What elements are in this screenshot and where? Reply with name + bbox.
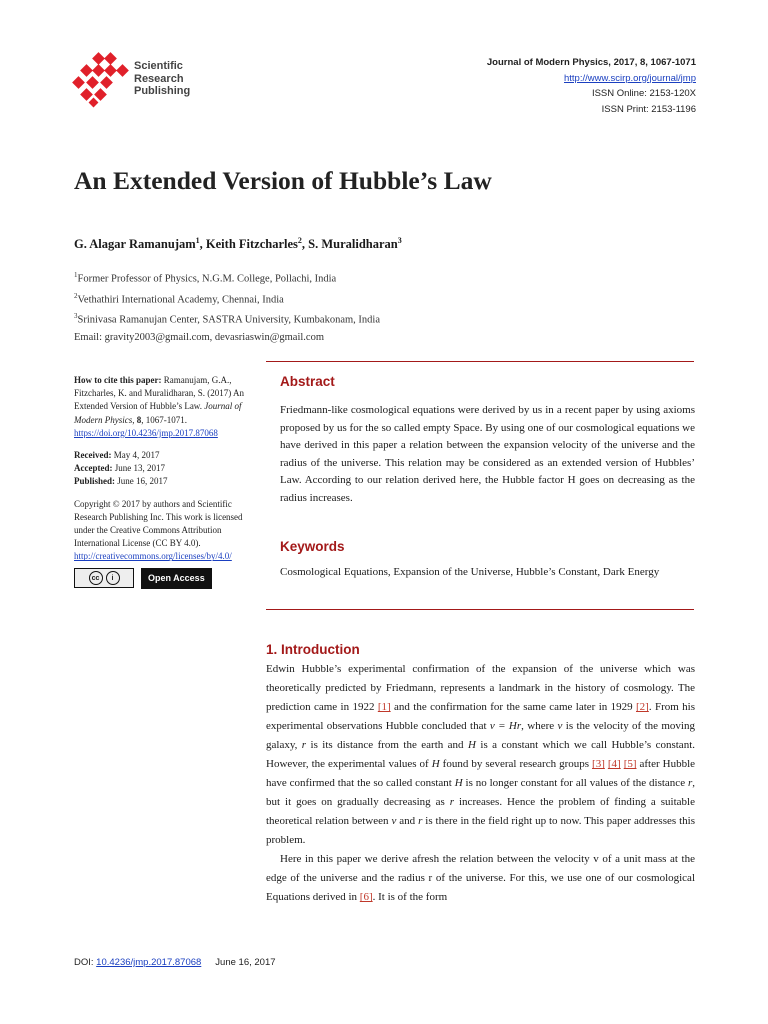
intro-heading: 1. Introduction bbox=[266, 642, 360, 657]
doi-link[interactable]: 10.4236/jmp.2017.87068 bbox=[96, 957, 202, 968]
accepted-label: Accepted: bbox=[74, 463, 113, 474]
logo-line: Scientific bbox=[134, 60, 183, 72]
equation-inline: v = Hr bbox=[489, 720, 522, 732]
affiliation-number: 2 bbox=[74, 291, 78, 300]
cite-text: Ramanujam, G.A., Fitzcharles, K. and Muralidharan, S. (2017) An Extended Version of Hubble’s Law. bbox=[74, 375, 244, 412]
author-affiliation-mark: 1 bbox=[195, 236, 200, 245]
citation-ref[interactable]: [1] bbox=[377, 701, 391, 713]
logo-line: Research bbox=[134, 72, 184, 85]
affiliation-text: Former Professor of Physics, N.G.M. College, Pollachi, India bbox=[77, 273, 337, 285]
published-date: June 16, 2017 bbox=[117, 476, 168, 487]
affiliation-number: 1 bbox=[74, 271, 78, 279]
keywords-heading: Keywords bbox=[280, 539, 345, 554]
citation-ref[interactable]: [6] bbox=[359, 891, 373, 903]
cite-journal: Journal of Modern Physics bbox=[74, 401, 242, 425]
issn-print: ISSN Print: 2153-1196 bbox=[601, 103, 696, 115]
page-footer bbox=[74, 957, 276, 968]
copyright-notice bbox=[74, 498, 264, 564]
intro-body bbox=[266, 660, 695, 907]
citation-ref[interactable]: [5] bbox=[623, 758, 637, 770]
journal-url-link[interactable]: http://www.scirp.org/journal/jmp bbox=[564, 72, 696, 84]
author-name: Keith Fitzcharles bbox=[205, 237, 298, 252]
affiliation-number: 3 bbox=[74, 312, 78, 320]
license-badges bbox=[74, 568, 264, 589]
affiliations bbox=[74, 267, 380, 346]
affiliation-item bbox=[74, 308, 380, 329]
logo-mark-icon bbox=[72, 52, 130, 108]
author-name: S. Muralidharan bbox=[308, 237, 398, 252]
affiliation-text: Srinivasa Ramanujan Center, SASTRA University, Kumbakonam, India bbox=[77, 314, 380, 326]
affiliation-text: Vethathiri International Academy, Chennai, India bbox=[77, 294, 284, 305]
author-separator: , bbox=[301, 237, 309, 252]
cite-volume: 8 bbox=[136, 414, 142, 425]
section-divider bbox=[266, 609, 694, 610]
publisher-logo bbox=[72, 52, 212, 108]
copyright-text: Copyright © 2017 by authors and Scientific Research Publishing Inc. This work is licensed under the Creative Commons Attribution International License (CC BY 4.0). bbox=[74, 498, 243, 549]
intro-paragraph: Here in this paper we derive afresh the relation between the velocity v of a unit mass at the edge of the universe and the radius r of the universe. For this, we use one of our cosmological Equations derived in [6]. It is of the form bbox=[266, 853, 695, 903]
cc-by-badge-icon[interactable]: cc i bbox=[74, 568, 134, 588]
open-access-badge: Open Access bbox=[141, 568, 212, 589]
doi-label: DOI: bbox=[74, 957, 97, 968]
author-list bbox=[74, 236, 402, 252]
journal-info bbox=[487, 55, 696, 117]
how-to-cite: How to cite this paper: Ramanujam, G.A., Fitzcharles, K. and Muralidharan, S. (2017) An Extended Version of Hubble’s Law. Journal of Modern Physics, 8, 1067-1071. https://doi.org/10.4236/jmp.2017.87068 bbox=[74, 375, 244, 438]
author-affiliation-mark: 3 bbox=[397, 236, 402, 245]
received-date: May 4, 2017 bbox=[113, 450, 160, 461]
logo-text bbox=[134, 60, 190, 98]
paper-title: An Extended Version of Hubble’s Law bbox=[74, 166, 492, 195]
received-label: Received: bbox=[74, 450, 112, 461]
logo-line: Publishing bbox=[134, 85, 191, 97]
published-label: Published: bbox=[74, 476, 116, 487]
email-line: Email: gravity2003@gmail.com, devasriaswin@gmail.com bbox=[74, 331, 324, 343]
article-sidebar bbox=[74, 374, 264, 589]
affiliation-item bbox=[74, 288, 380, 309]
author-affiliation-mark: 2 bbox=[297, 236, 302, 245]
issn-online: ISSN Online: 2153-120X bbox=[591, 88, 696, 99]
cite-pages: , 1067-1071. bbox=[141, 414, 187, 425]
intro-paragraph: Edwin Hubble’s experimental confirmation of the expansion of the universe which was theoretically predicted by Friedmann, represents a landmark in the history of cosmology. The prediction came in 1922 [1] and the confirmation for the same came later in 1929 [2]. From his experimental observations Hubble concluded that v = Hr, where v is the velocity of the moving galaxy, r is its distance from the earth and H is a constant which we call Hubble’s constant. However, the experimental values of H found by several research groups [3] [4] [5] after Hubble have confirmed that the so called constant H is no longer constant for all values of the distance r, but it goes on gradually decreasing as r increases. Hence the problem of finding a suitable theoretical relation between v and r is there in the field right up to now. This paper addresses this problem. bbox=[266, 663, 696, 846]
abstract-heading: Abstract bbox=[280, 374, 335, 389]
license-link[interactable]: http://creativecommons.org/licenses/by/4.0/ bbox=[74, 551, 232, 562]
cite-label: How to cite this paper: bbox=[74, 375, 162, 385]
affiliation-item bbox=[74, 267, 380, 288]
author-separator: , bbox=[199, 237, 206, 252]
journal-citation: Journal of Modern Physics, 2017, 8, 1067-1071 bbox=[486, 57, 696, 68]
footer-date: June 16, 2017 bbox=[215, 957, 276, 968]
section-divider bbox=[266, 361, 694, 362]
article-dates bbox=[74, 449, 264, 489]
citation-ref[interactable]: [2] bbox=[636, 701, 649, 713]
keywords-text: Cosmological Equations, Expansion of the Universe, Hubble’s Constant, Dark Energy bbox=[280, 566, 660, 578]
citation-ref[interactable]: [3] bbox=[592, 758, 605, 770]
accepted-date: June 13, 2017 bbox=[114, 463, 165, 474]
abstract-text: Friedmann-like cosmological equations were derived by us in a recent paper by using axioms proposed by us for the so called empty Space. By using one of our cosmological equations we have derived in this paper a relation between the expansion velocity of the universe and the radius of the universe. This relation may be considered as an extended version of Hubbles’ Law. According to our relation derived here, the Hubble factor H goes on decreasing as the radius increases. bbox=[280, 404, 695, 504]
cite-doi-link[interactable]: https://doi.org/10.4236/jmp.2017.87068 bbox=[74, 427, 218, 438]
author-name: G. Alagar Ramanujam bbox=[74, 237, 196, 252]
citation-ref[interactable]: [4] bbox=[607, 758, 621, 770]
